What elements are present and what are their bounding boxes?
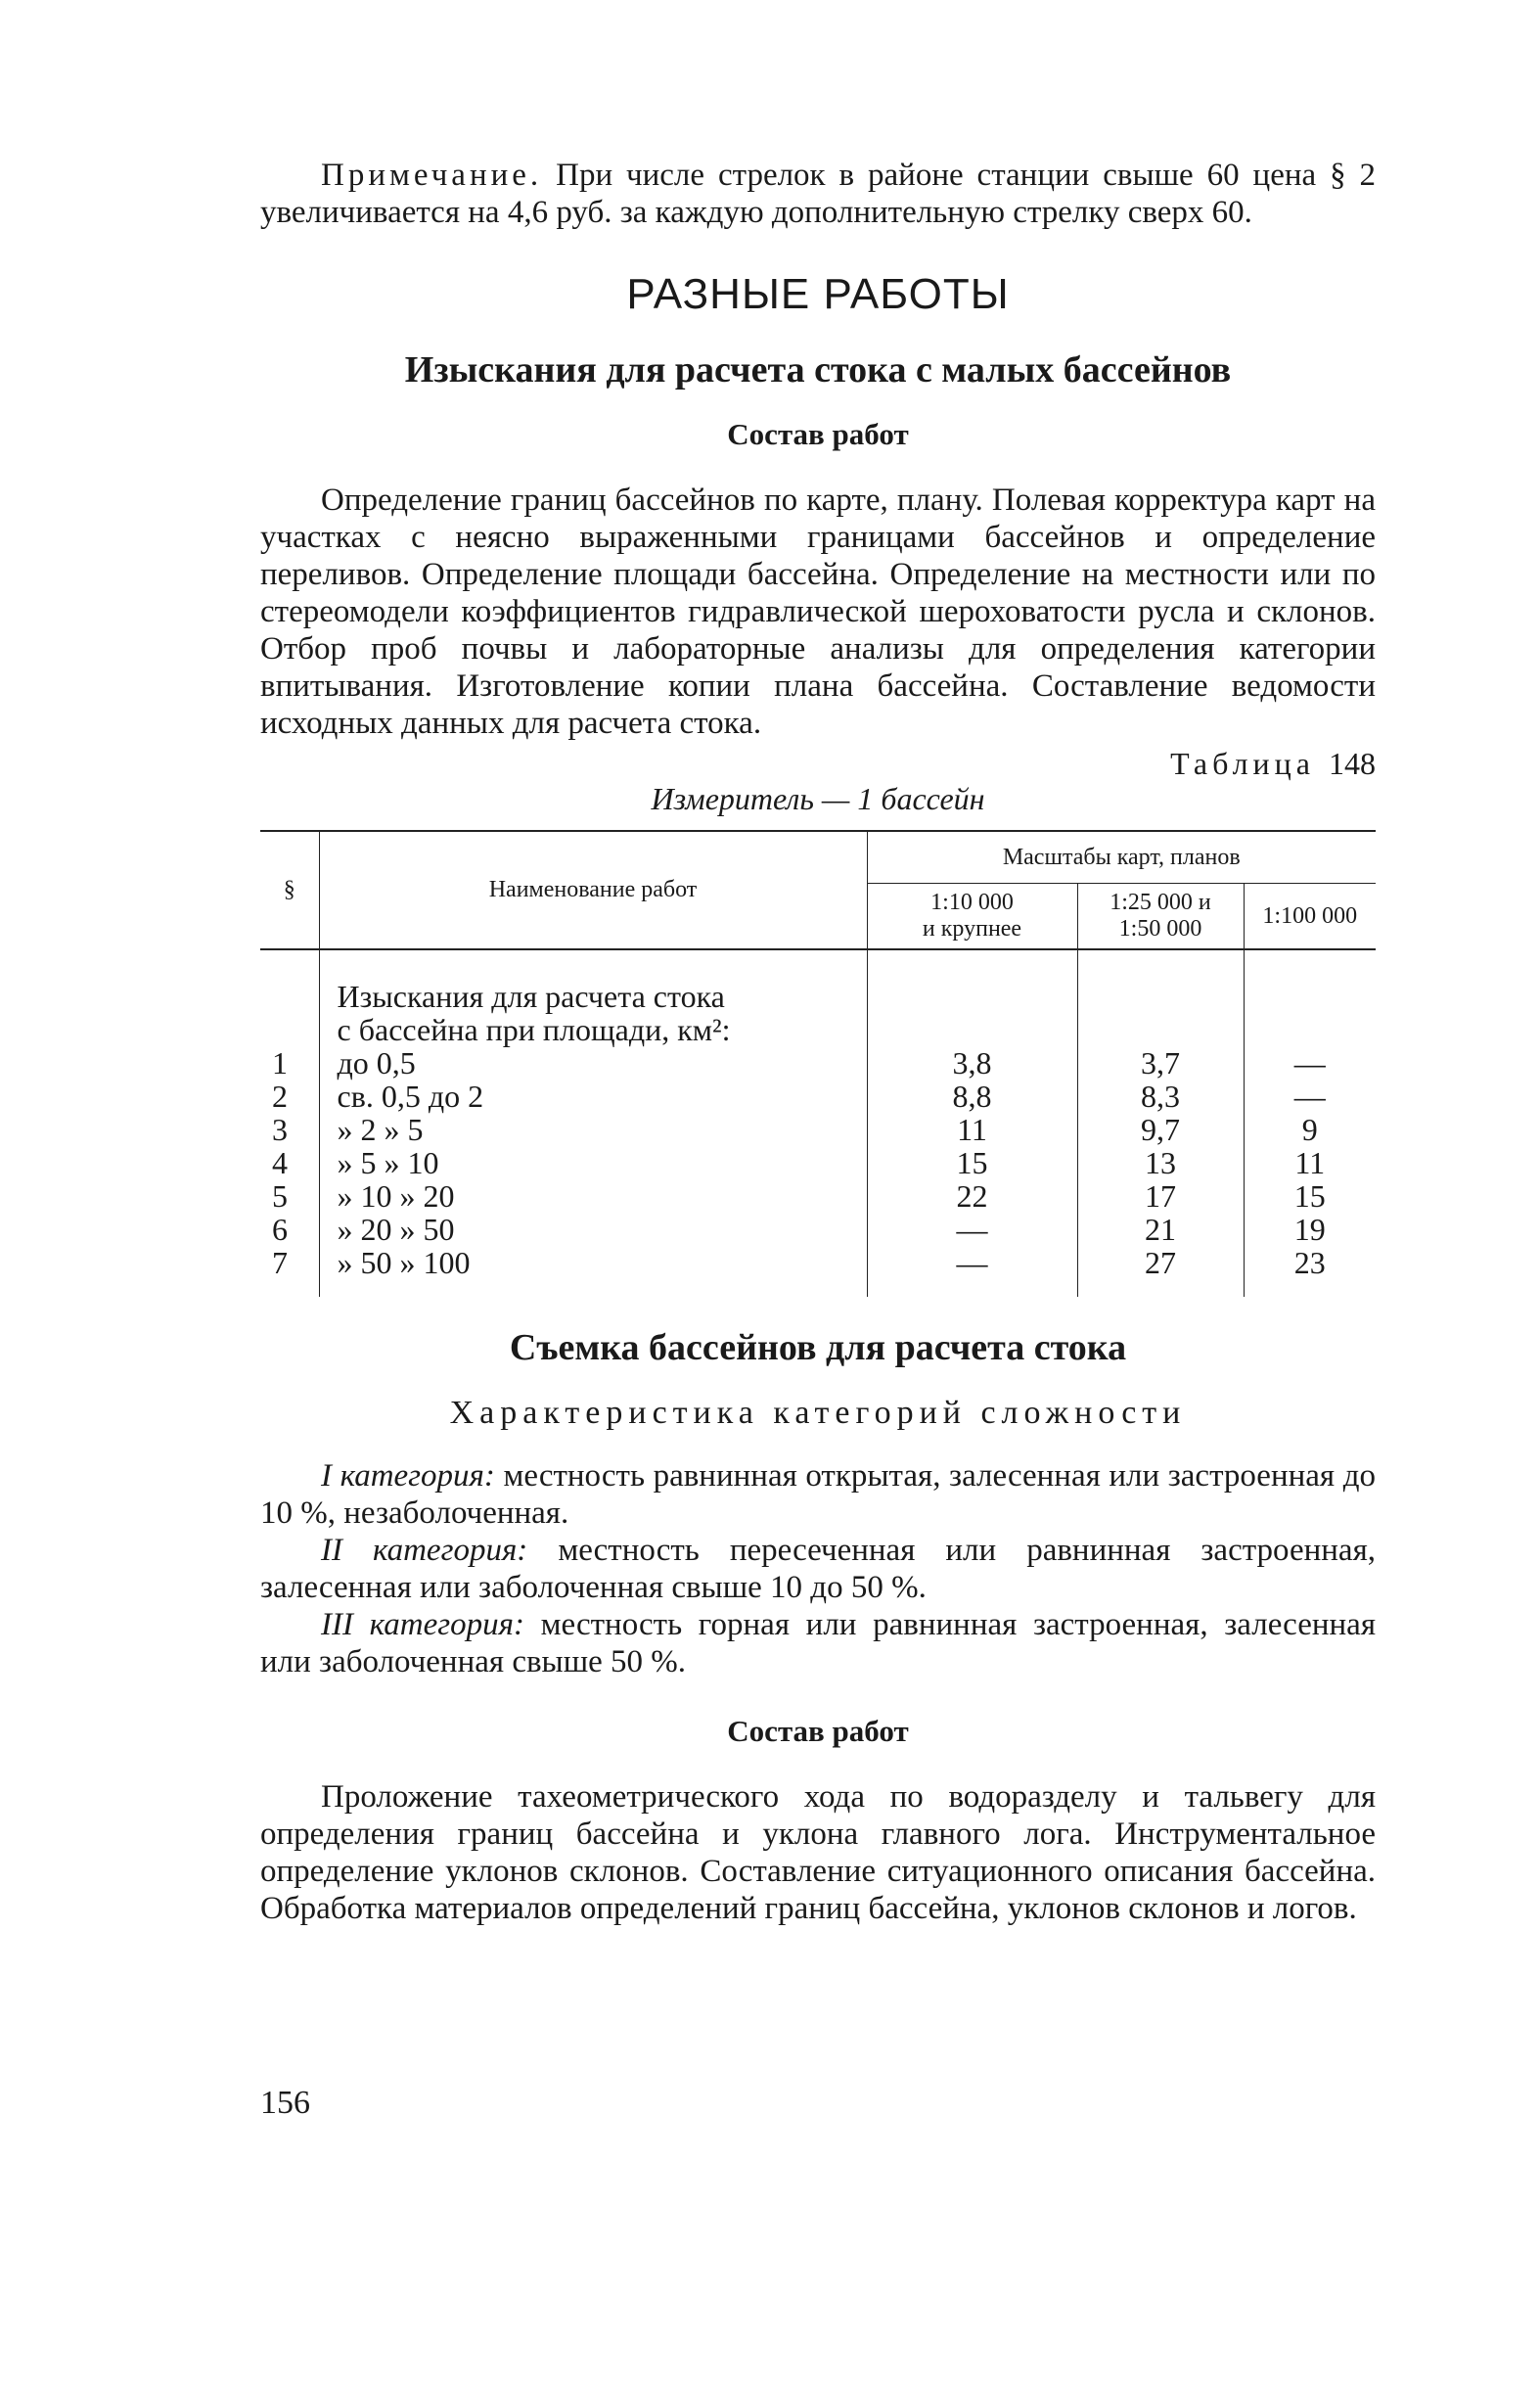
row-value-3: 23	[1244, 1246, 1376, 1297]
table-intro	[319, 949, 867, 1046]
row-value-3: —	[1244, 1046, 1376, 1080]
header-para: §	[260, 831, 319, 949]
composition-heading-1: Состав работ	[727, 417, 909, 451]
row-number: 7	[272, 1245, 288, 1280]
page-number: 156	[260, 2085, 310, 2121]
composition-text-2: Проложение тахеометрического хода по водоразделу и тальвегу для определения границ бассейна и уклона главного лога. Инструментальное определение уклонов склонов. Составление ситуационного описания бассейна. Обработка материалов определений границ бассейна, уклонов склонов и логов.	[260, 1779, 1376, 1926]
table-row	[260, 1179, 1376, 1213]
note-label: Примечание.	[321, 158, 543, 193]
row-number: 6	[272, 1212, 288, 1247]
row-number: 1	[272, 1045, 288, 1081]
table-intro-row	[260, 949, 1376, 1046]
category-2-label: II категория:	[321, 1533, 528, 1568]
header-col2-line2: 1:50 000	[1118, 916, 1202, 942]
row-number: 5	[272, 1178, 288, 1214]
row-name: » 5 » 10	[319, 1146, 867, 1179]
category-3	[260, 1606, 1376, 1680]
row-value-2: 8,3	[1077, 1080, 1244, 1113]
row-number: 3	[272, 1112, 288, 1147]
table-label: Таблица	[1170, 746, 1315, 781]
category-2-text: местность пересеченная или равнинная застроенная, залесенная или заболоченная свыше 10 до 50 %.	[260, 1533, 1376, 1605]
page-content	[260, 157, 1376, 1927]
intro-line-1: Изыскания для расчета стока	[337, 979, 725, 1014]
header-col1-line1: 1:10 000	[930, 890, 1014, 915]
section-title: РАЗНЫЕ РАБОТЫ	[626, 270, 1010, 318]
header-col3: 1:100 000	[1244, 884, 1376, 950]
table-row	[260, 1113, 1376, 1146]
row-value-2: 9,7	[1077, 1113, 1244, 1146]
table-row	[260, 1080, 1376, 1113]
row-value-1: —	[867, 1213, 1077, 1246]
header-scales-group: Масштабы карт, планов	[867, 831, 1376, 884]
header-col1	[867, 884, 1077, 950]
categories-heading: Характеристика категорий сложности	[449, 1395, 1187, 1431]
row-value-1: 3,8	[867, 1046, 1077, 1080]
row-value-1: 15	[867, 1146, 1077, 1179]
note-paragraph	[260, 157, 1376, 231]
row-number: 2	[272, 1079, 288, 1114]
table-measure: Измеритель — 1 бассейн	[651, 781, 985, 816]
table-number-value: 148	[1329, 746, 1376, 781]
row-value-2: 3,7	[1077, 1046, 1244, 1080]
row-name: » 50 » 100	[319, 1246, 867, 1297]
category-1	[260, 1457, 1376, 1532]
table-row	[260, 1246, 1376, 1297]
category-3-text: местность горная или равнинная застроенная, залесенная или заболоченная свыше 50 %.	[260, 1607, 1377, 1679]
row-value-2: 17	[1077, 1179, 1244, 1213]
header-col1-line2: и крупнее	[922, 916, 1022, 942]
row-value-3: 9	[1244, 1113, 1376, 1146]
row-name: св. 0,5 до 2	[319, 1080, 867, 1113]
intro-line-2: с бассейна при площади, км²:	[337, 1012, 731, 1047]
row-value-3: 15	[1244, 1179, 1376, 1213]
row-value-3: 11	[1244, 1146, 1376, 1179]
category-1-label: I категория:	[321, 1458, 495, 1494]
row-value-3: —	[1244, 1080, 1376, 1113]
category-1-text: местность равнинная открытая, залесенная или застроенная до 10 %, незаболоченная.	[260, 1458, 1376, 1531]
row-value-2: 13	[1077, 1146, 1244, 1179]
category-2	[260, 1532, 1376, 1606]
table-caption	[260, 746, 1376, 820]
row-name: » 20 » 50	[319, 1213, 867, 1246]
header-col2	[1077, 884, 1244, 950]
composition-text-1: Определение границ бассейнов по карте, плану. Полевая корректура карт на участках с неясно выраженными границами бассейнов и определение переливов. Определение площади бассейна. Определение на местности или по стереомодели коэффициентов гидравлической шероховатости русла и склонов. Отбор проб почвы и лабораторные анализы для определения категории впитывания. Изготовление копии плана бассейна. Составление ведомости исходных данных для расчета стока.	[260, 483, 1376, 741]
table-row	[260, 1146, 1376, 1179]
row-value-2: 21	[1077, 1213, 1244, 1246]
row-value-3: 19	[1244, 1213, 1376, 1246]
table-row	[260, 1046, 1376, 1080]
row-name: » 10 » 20	[319, 1179, 867, 1213]
row-name: » 2 » 5	[319, 1113, 867, 1146]
composition-heading-2: Состав работ	[727, 1714, 909, 1748]
table-row	[260, 1213, 1376, 1246]
header-col2-line1: 1:25 000 и	[1110, 890, 1211, 915]
row-value-1: —	[867, 1246, 1077, 1297]
header-name: Наименование работ	[319, 831, 867, 949]
subsection-title-1: Изыскания для расчета стока с малых бассейнов	[404, 349, 1232, 391]
subsection-title-2: Съемка бассейнов для расчета стока	[509, 1327, 1127, 1368]
note-text: При числе стрелок в районе станции свыше 60 цена § 2 увеличивается на 4,6 руб. за каждую дополнительную стрелку сверх 60.	[260, 158, 1377, 230]
row-name: до 0,5	[319, 1046, 867, 1080]
row-value-2: 27	[1077, 1246, 1244, 1297]
table-number	[1170, 746, 1376, 782]
row-value-1: 11	[867, 1113, 1077, 1146]
data-table	[260, 830, 1376, 1297]
category-3-label: III категория:	[321, 1607, 524, 1642]
row-value-1: 8,8	[867, 1080, 1077, 1113]
row-value-1: 22	[867, 1179, 1077, 1213]
row-number: 4	[272, 1145, 288, 1180]
